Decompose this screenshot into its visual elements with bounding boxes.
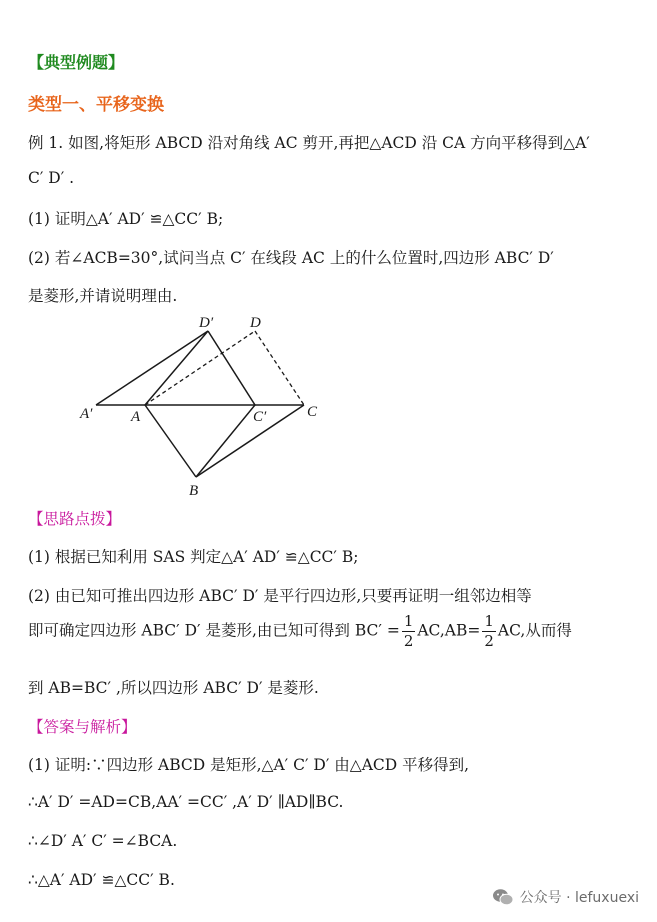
hint-line-1: (1) 根据已知利用 SAS 判定△A′ AD′ ≌△CC′ B; [28, 548, 359, 566]
label-d: D [250, 315, 261, 331]
hint-title: 【思路点拨】 [28, 510, 122, 528]
hint-line-4: 到 AB=BC′ ,所以四边形 ABC′ D′ 是菱形. [28, 679, 319, 697]
example-line-2: C′ D′ . [28, 169, 75, 187]
question-2-line-2: 是菱形,并请说明理由. [28, 287, 178, 305]
answer-title: 【答案与解析】 [28, 718, 137, 736]
label-a: A [131, 409, 141, 425]
watermark-text: 公众号 · lefuxuexi [519, 890, 639, 906]
segment-ap-dp [96, 331, 208, 405]
section-heading: 【典型例题】 [28, 53, 125, 72]
hint-line-3 [28, 614, 572, 649]
answer-line-3: ∴∠D′ A′ C′ =∠BCA. [28, 832, 178, 850]
answer-line-2: ∴A′ D′ =AD=CB,AA′ =CC′ ,A′ D′ ∥AD∥BC. [28, 793, 344, 811]
hint-line-3-part-b: AC,AB= [417, 621, 481, 640]
example-line-1: 例 1. 如图,将矩形 ABCD 沿对角线 AC 剪开,再把△ACD 沿 CA 方向平移得到△A′ [28, 134, 590, 152]
label-c-prime: C′ [253, 409, 267, 425]
label-c: C [307, 404, 318, 420]
dashed-a-d [145, 331, 255, 405]
wechat-icon [492, 888, 514, 906]
geometry-figure [75, 308, 335, 498]
label-a-prime: A′ [80, 406, 93, 422]
segment-a-b [145, 405, 196, 477]
question-2-line-1: (2) 若∠ACB=30°,试问当点 C′ 在线段 AC 上的什么位置时,四边形 ABC′ D′ [28, 249, 554, 267]
segment-a-dp [145, 331, 208, 405]
fraction-half-1: $\frac{1}{2}$ [403, 612, 414, 650]
answer-line-1: (1) 证明:∵四边形 ABCD 是矩形,△A′ C′ D′ 由△ACD 平移得到, [28, 756, 470, 774]
label-d-prime: D′ [199, 315, 214, 331]
answer-line-4: ∴△A′ AD′ ≌△CC′ B. [28, 871, 175, 889]
segment-dp-cp [208, 331, 255, 405]
segment-b-cp [196, 405, 255, 477]
question-1: (1) 证明△A′ AD′ ≌△CC′ B; [28, 210, 224, 228]
hint-line-3-part-c: AC,从而得 [497, 621, 572, 640]
label-b: B [189, 483, 199, 498]
dashed-d-c [255, 331, 304, 405]
hint-line-2: (2) 由已知可推出四边形 ABC′ D′ 是平行四边形,只要再证明一组邻边相等 [28, 587, 532, 605]
watermark [492, 887, 639, 907]
segment-b-c [196, 405, 304, 477]
fraction-half-2: $\frac{1}{2}$ [484, 612, 494, 650]
type-title: 类型一、平移变换 [28, 95, 164, 115]
hint-line-3-part-a: 即可确定四边形 ABC′ D′ 是菱形,由已知可得到 BC′ = [28, 621, 400, 640]
